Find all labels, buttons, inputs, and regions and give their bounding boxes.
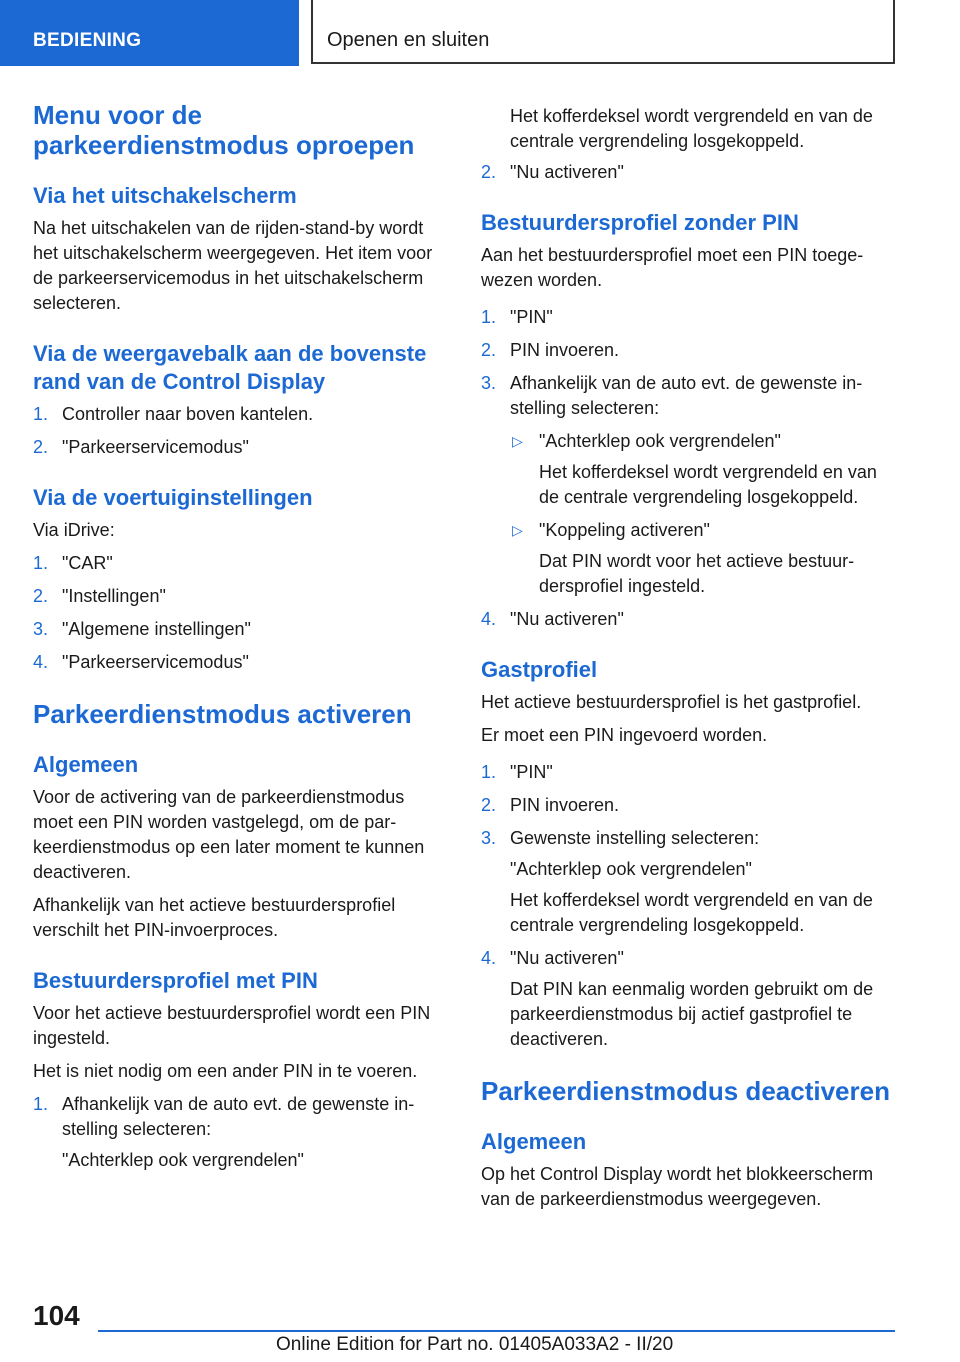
step-list	[481, 305, 896, 632]
step-number: 1.	[481, 762, 497, 782]
list-item: 1. Controller naar boven kantelen.	[33, 402, 448, 427]
step-list	[33, 1092, 448, 1173]
list-item: 2. PIN invoeren.	[481, 793, 896, 818]
footer-divider	[98, 1330, 895, 1332]
paragraph: Het actieve bestuurdersprofiel is het gastprofiel.	[481, 692, 862, 712]
paragraph: Aan het bestuurdersprofiel moet een PIN toegewezen worden.	[481, 245, 864, 290]
step-list	[481, 760, 896, 1052]
step-number: 3.	[481, 828, 497, 848]
page-header	[0, 0, 960, 66]
footer-edition: Online Edition for Part no. 01405A033A2 - II/20	[276, 1334, 674, 1355]
heading-zonder-pin: Bestuurdersprofiel zonder PIN	[481, 210, 799, 235]
list-item: 1. "PIN"	[481, 760, 896, 785]
page-number: 104	[33, 1300, 80, 1331]
step-number: 2.	[481, 795, 497, 815]
list-item: Het kofferdeksel wordt vergrendeld en van de centrale vergrendeling losgekoppeld.	[510, 106, 873, 151]
heading-deactiveren: Parkeerdienstmodus deactiveren	[481, 1076, 890, 1106]
list-item: 2. PIN invoeren.	[481, 338, 896, 363]
heading-gastprofiel: Gastprofiel	[481, 657, 598, 682]
step-number: 1.	[33, 404, 49, 424]
step-number: 1.	[481, 307, 497, 327]
step-number: 4.	[481, 948, 497, 968]
list-item: ▷ "Achterklep ook vergrendelen" Het kofferdeksel wordt vergrendeld en van de centrale vergrendeling losgekoppeld.	[512, 431, 877, 507]
left-column	[33, 100, 448, 1181]
step-list	[481, 104, 896, 185]
list-item: 3. Gewenste instelling selecteren: "Achterklep ook vergrendelen" Het kofferdeksel wordt vergrendeld en van de centrale vergrendeling losgekoppeld.	[481, 828, 873, 935]
list-item: 4. "Parkeerservicemodus"	[33, 650, 448, 675]
step-number: 2.	[481, 340, 497, 360]
list-item: 2. "Instellingen"	[33, 584, 448, 609]
paragraph: Op het Control Display wordt het blokkeerscherm van de parkeerdienstmodus weergegeven.	[481, 1164, 874, 1209]
option-list	[510, 429, 896, 599]
heading-algemeen: Algemeen	[481, 1129, 587, 1154]
paragraph: Voor het actieve bestuurdersprofiel wordt een PIN ingesteld.	[33, 1003, 431, 1048]
paragraph: Via iDrive:	[33, 520, 115, 540]
list-item: 1. Afhankelijk van de auto evt. de gewenste instelling selecteren: "Achterklep ook vergrendelen"	[33, 1094, 415, 1170]
list-item: 1. "CAR"	[33, 551, 448, 576]
step-number: 2.	[481, 162, 497, 182]
heading-activeren: Parkeerdienstmodus activeren	[33, 699, 412, 729]
step-list	[33, 402, 448, 460]
chapter-title: Openen en sluiten	[311, 0, 895, 64]
paragraph: Afhankelijk van het actieve bestuurdersprofiel verschilt het PIN-invoerproces.	[33, 895, 396, 940]
list-item: 2. "Nu activeren"	[481, 160, 896, 185]
list-item: 2. "Parkeerservicemodus"	[33, 435, 448, 460]
list-item: 4. "Nu activeren" Dat PIN kan eenmalig worden gebruikt om de parkeerdienstmodus bij actief gastprofiel te deactiveren.	[481, 948, 874, 1049]
heading-met-pin: Bestuurdersprofiel met PIN	[33, 968, 318, 993]
list-item: 1. "PIN"	[481, 305, 896, 330]
triangle-bullet-icon: ▷	[512, 433, 523, 449]
step-number: 3.	[33, 619, 49, 639]
heading-weergavebalk: Via de weergavebalk aan de bovenste rand van de Control Display	[33, 341, 427, 394]
paragraph: Voor de activering van de parkeerdienstmodus moet een PIN worden vastgelegd, om de parkeerdienstmodus op een later moment te kunnen deactiveren.	[33, 787, 425, 882]
heading-algemeen: Algemeen	[33, 752, 139, 777]
list-item: 3. "Algemene instellingen"	[33, 617, 448, 642]
paragraph: Het is niet nodig om een ander PIN in te voeren.	[33, 1061, 418, 1081]
triangle-bullet-icon: ▷	[512, 522, 523, 538]
step-list	[33, 551, 448, 675]
paragraph: Na het uitschakelen van de rijden-stand-by wordt het uitschakelscherm weergegeven. Het item voor de parkeerservicemodus in het uitschakelscherm selecteren.	[33, 218, 433, 313]
list-item: 4. "Nu activeren"	[481, 607, 896, 632]
heading-voertuiginstellingen: Via de voertuiginstellingen	[33, 485, 313, 510]
step-number: 4.	[33, 652, 49, 672]
step-number: 4.	[481, 609, 497, 629]
section-tab: BEDIENING	[0, 0, 299, 66]
heading-menu-oproepen: Menu voor de parkeerdienstmodus oproepen	[33, 100, 415, 160]
step-number: 1.	[33, 1094, 49, 1114]
step-number: 2.	[33, 586, 49, 606]
paragraph: Er moet een PIN ingevoerd worden.	[481, 725, 768, 745]
step-number: 1.	[33, 553, 49, 573]
list-item: ▷ "Koppeling activeren" Dat PIN wordt voor het actieve bestuurdersprofiel ingesteld.	[512, 520, 855, 596]
right-column	[481, 100, 896, 1220]
heading-uitschakelscherm: Via het uitschakelscherm	[33, 183, 297, 208]
list-item: 3. Afhankelijk van de auto evt. de gewenste instelling selecteren: ▷ "Achterklep ook vergrendelen" Het kofferdeksel wordt vergrendeld en van de centrale vergrendeling losgekoppeld. ▷ "Koppeling activeren" Dat PIN wordt voor het actieve bestuurdersprofiel ingesteld.	[481, 371, 896, 599]
step-number: 3.	[481, 373, 497, 393]
step-number: 2.	[33, 437, 49, 457]
